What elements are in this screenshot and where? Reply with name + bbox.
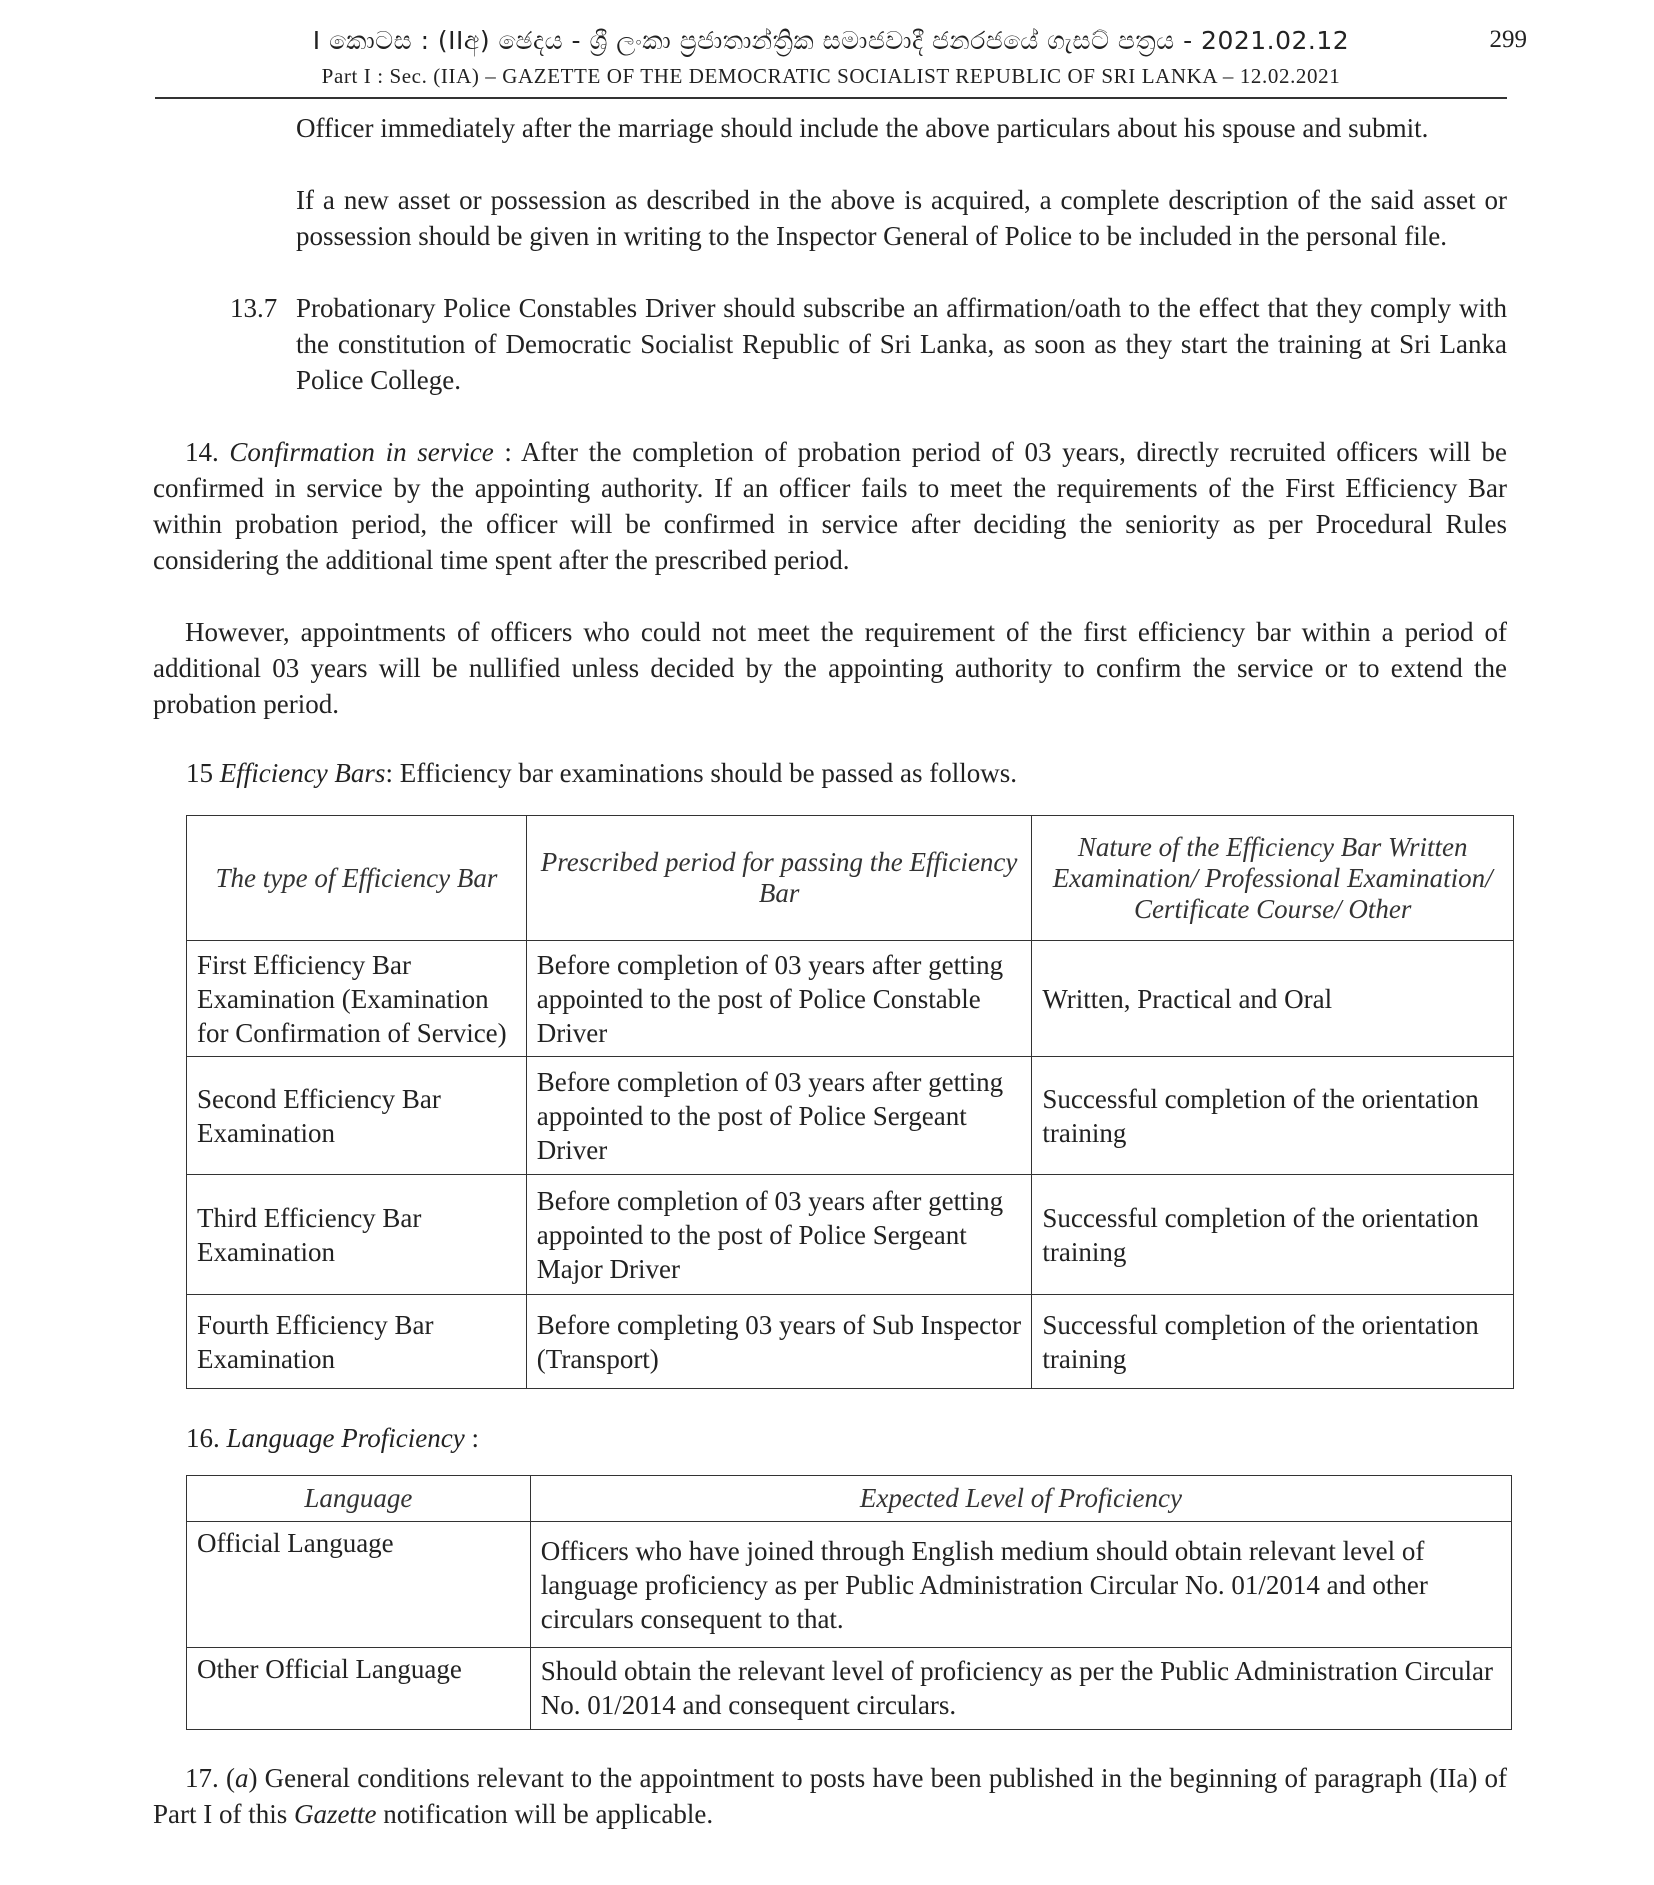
header-english-line: Part I : Sec. (IIA) – GAZETTE OF THE DEMOCRATIC SOCIALIST REPUBLIC OF SRI LANKA – 12.02.2021 <box>321 64 1341 88</box>
section-13-7-number: 13.7 <box>230 293 278 323</box>
table-cell: Written, Practical and Oral <box>1032 941 1514 1057</box>
table-row <box>187 1648 1512 1730</box>
column-header: Nature of the Efficiency Bar Written Examination/ Professional Examination/ Certificate Course/ Other <box>1032 816 1514 941</box>
table-cell: Third Efficiency Bar Examination <box>187 1175 527 1295</box>
table-cell: Other Official Language <box>187 1648 531 1730</box>
header-sinhala-line: I කොටස : (IIඅ) ඡෙදය - ශ්‍රී ලංකා ප්‍රජාතාන්ත්‍රික සමාජවාදී ජනරජයේ ගැසට් පත්‍රය - 2021.02.12 <box>312 26 1350 55</box>
table-cell: Before completion of 03 years after getting appointed to the post of Police Sergeant Major Driver <box>526 1175 1032 1295</box>
section-15-title: Efficiency Bars <box>219 758 386 788</box>
table-cell: Before completing 03 years of Sub Inspector (Transport) <box>526 1295 1032 1389</box>
section-15-number: 15 <box>186 758 213 788</box>
section-16-heading <box>186 1420 1486 1456</box>
column-header: Language <box>187 1476 531 1522</box>
section-17-text-b: ) General conditions relevant to the appointment to posts have been published in the beginning of paragraph (IIa) of Part I of this <box>153 1763 1507 1829</box>
paragraph-officer-marriage: Officer immediately after the marriage should include the above particulars about his spouse and submit. <box>296 113 1429 143</box>
table-header-row <box>187 1476 1512 1522</box>
table-cell: Should obtain the relevant level of proficiency as per the Public Administration Circular No. 01/2014 and consequent circulars. <box>530 1648 1511 1730</box>
table-row <box>187 1522 1512 1648</box>
table-row <box>187 1057 1514 1175</box>
table-cell: Officers who have joined through English medium should obtain relevant level of language proficiency as per Public Administration Circular No. 01/2014 and other circulars consequent to that. <box>530 1522 1511 1648</box>
section-16-number: 16. <box>186 1423 220 1453</box>
table-cell: Second Efficiency Bar Examination <box>187 1057 527 1175</box>
section-15-heading <box>186 755 1486 791</box>
table-row <box>187 941 1514 1057</box>
section-17-gazette-word: Gazette <box>294 1799 377 1829</box>
column-header: Prescribed period for passing the Efficiency Bar <box>526 816 1032 941</box>
section-14-paragraph <box>153 434 1507 578</box>
table-cell: Official Language <box>187 1522 531 1648</box>
section-14-text: : After the completion of probation period of 03 years, directly recruited officers will be confirmed in service by the appointing authority. If an officer fails to meet the requirements of the First Efficiency Bar within probation period, the officer will be confirmed in service after deciding the seniority as per Procedural Rules considering the additional time spent after the prescribed period. <box>153 437 1507 575</box>
section-17-letter: a <box>234 1763 249 1793</box>
section-17-text-a: 17. ( <box>185 1763 235 1793</box>
table-cell: Before completion of 03 years after getting appointed to the post of Police Sergeant Driver <box>526 1057 1032 1175</box>
efficiency-bar-table <box>186 815 1514 1389</box>
section-13-7-text: Probationary Police Constables Driver should subscribe an affirmation/oath to the effect that they comply with the constitution of Democratic Socialist Republic of Sri Lanka, as soon as they start the training at Sri Lanka Police College. <box>296 293 1507 395</box>
page-header <box>155 22 1527 102</box>
section-15-text: : Efficiency bar examinations should be passed as follows. <box>385 758 1018 788</box>
table-header-row <box>187 816 1514 941</box>
table-cell: Successful completion of the orientation training <box>1032 1057 1514 1175</box>
section-14-number: 14. <box>185 437 219 467</box>
section-14-title: Confirmation in service <box>229 437 494 467</box>
table-cell: Successful completion of the orientation training <box>1032 1295 1514 1389</box>
table-cell: Fourth Efficiency Bar Examination <box>187 1295 527 1389</box>
section-17-paragraph <box>153 1760 1507 1832</box>
table-cell: Successful completion of the orientation training <box>1032 1175 1514 1295</box>
section-16-colon: : <box>464 1423 479 1453</box>
paragraph-new-asset: If a new asset or possession as described in the above is acquired, a complete description of the said asset or possession should be given in writing to the Inspector General of Police to be included in the personal file. <box>296 185 1507 251</box>
section-14-however: However, appointments of officers who could not meet the requirement of the first efficiency bar within a period of additional 03 years will be nullified unless decided by the appointing authority to confirm the service or to extend the probation period. <box>153 617 1507 719</box>
table-cell: Before completion of 03 years after getting appointed to the post of Police Constable Driver <box>526 941 1032 1057</box>
table-row <box>187 1295 1514 1389</box>
table-row <box>187 1175 1514 1295</box>
header-divider <box>155 97 1507 99</box>
column-header: The type of Efficiency Bar <box>187 816 527 941</box>
column-header: Expected Level of Proficiency <box>530 1476 1511 1522</box>
language-proficiency-table <box>186 1475 1512 1730</box>
table-cell: First Efficiency Bar Examination (Examination for Confirmation of Service) <box>187 941 527 1057</box>
section-16-title: Language Proficiency <box>226 1423 465 1453</box>
page-number: 299 <box>1489 26 1527 53</box>
section-17-text-c: notification will be applicable. <box>376 1799 714 1829</box>
